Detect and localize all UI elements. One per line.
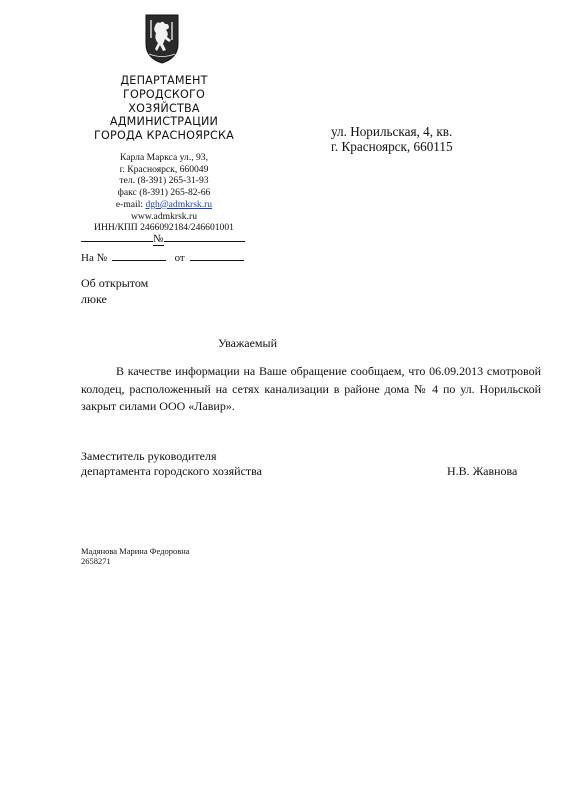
body-paragraph: В качестве информации на Ваше обращение сообщаем, что 06.09.2013 смотровой колодец, расположенный на сетях канализации в районе дома № 4 по ул. Норильской закрыт силами ООО «Лавир». [81,364,541,413]
signatory-title-line1: Заместитель руководителя [81,449,217,463]
department-line: ХОЗЯЙСТВА [128,101,200,115]
registration-number-line [81,232,245,246]
request-from-label: от [174,252,185,264]
reg-date-blank [81,232,153,242]
signatory-title-line2: департамента городского хозяйства [81,463,262,478]
request-date-blank [190,251,244,261]
address-city: г. Красноярск, 660049 [119,163,209,175]
phone: тел. (8-391) 265-31-93 [119,175,209,187]
letter-body [81,363,541,416]
subject-line1: Об открытом [81,276,149,290]
fax: факс (8-391) 265-82-66 [117,187,211,199]
request-number-blank [112,251,166,261]
department-line: ДЕПАРТАМЕНТ [120,74,208,87]
department-line: АДМИНИСТРАЦИИ [109,115,219,129]
department-name [80,74,248,143]
department-line: ГОРОДА КРАСНОЯРСКА [93,129,235,143]
signatory-name: Н.В. Жавнова [447,463,518,478]
request-reference-line [81,251,244,264]
address-street: Карла Маркса ул., 93, [119,152,209,163]
signatory-title [81,449,262,478]
recipient-line2: г. Красноярск, 660115 [331,138,453,154]
city-coat-of-arms-emblem [145,14,179,64]
executor-phone: 2658271 [81,556,111,566]
greeting: Уважаемый [218,336,277,350]
email-link[interactable]: dgh@admkrsk.ru [145,198,213,210]
email-row [78,199,250,211]
recipient-line1: ул. Норильская, 4, кв. [331,124,453,139]
executor-info [81,546,190,566]
reg-no-sign: № [153,233,164,245]
letterhead-contacts [78,152,250,234]
reg-number-blank [164,232,245,242]
executor-name: Мадянова Марина Федоровна [81,546,190,556]
department-line: ГОРОДСКОГО [122,87,206,101]
email-label: e-mail: [115,198,146,210]
subject-line2: люке [81,291,107,306]
subject [81,276,148,307]
inn-kpp: ИНН/КПП 2466092184/246601001 [94,222,234,234]
recipient-address [331,125,453,154]
request-on-label: На № [81,252,108,264]
website: www.admkrsk.ru [131,210,197,222]
